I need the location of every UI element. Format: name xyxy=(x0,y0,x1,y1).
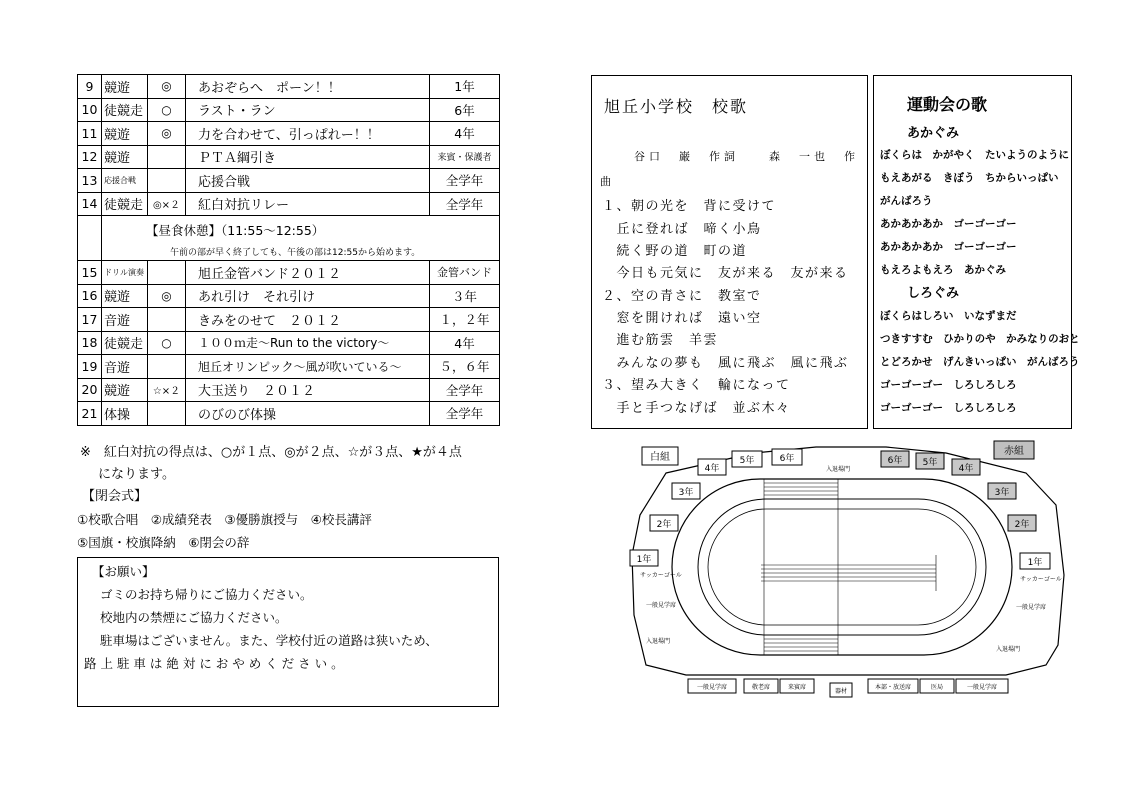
bottom-seat-label: 敬老席 xyxy=(751,684,771,691)
event-category: 競遊 xyxy=(102,145,148,169)
song-line: ぼくらは かがやく たいようのように xyxy=(880,149,1069,161)
entrance-left-label: 入退場門 xyxy=(646,638,671,645)
event-number: 14 xyxy=(78,192,102,216)
sports-song-box xyxy=(873,75,1080,429)
event-grade: １，２年 xyxy=(430,308,500,332)
song-line: あかあかあか ゴーゴーゴー xyxy=(880,241,1017,253)
event-grade: 来賓・保護者 xyxy=(430,145,500,169)
event-grade: ３年 xyxy=(430,284,500,308)
bottom-seat-label: 本部・放送席 xyxy=(874,684,912,691)
team-white-title: しろぐみ xyxy=(907,286,960,301)
grade-label: 6年 xyxy=(779,454,795,464)
guest-right-label: 一般見学席 xyxy=(1016,604,1047,611)
entrance-top-label: 入退場門 xyxy=(826,466,851,473)
program-table xyxy=(77,74,500,426)
track-inner xyxy=(698,499,986,635)
grade-label: 5年 xyxy=(922,458,938,468)
score-mark: ◎ xyxy=(148,75,186,99)
score-mark xyxy=(148,261,186,285)
event-grade: 全学年 xyxy=(430,192,500,216)
event-number: 11 xyxy=(78,122,102,146)
event-grade: 全学年 xyxy=(430,402,500,426)
bottom-seat-label: 医局 xyxy=(930,684,944,691)
request-box xyxy=(77,557,499,707)
guest-left-label: 一般見学席 xyxy=(646,602,677,609)
closing-items: ①校歌合唱 ②成績発表 ③優勝旗授与 ④校長講評 xyxy=(77,512,372,527)
song-line: 進む筋雲 羊雲 xyxy=(602,333,719,348)
track-outer xyxy=(672,479,1012,655)
center-box-label: 器材 xyxy=(834,688,848,695)
event-category: 競遊 xyxy=(102,122,148,146)
event-grade: 金管バンド xyxy=(430,261,500,285)
event-category: 応援合戦 xyxy=(102,169,148,193)
request-title: 【お願い】 xyxy=(92,564,155,579)
grade-label: 2年 xyxy=(1014,520,1030,530)
grade-label: 4年 xyxy=(958,464,974,474)
event-category: 音遊 xyxy=(102,308,148,332)
event-number: 13 xyxy=(78,169,102,193)
red-team-label: 赤組 xyxy=(1004,446,1024,457)
event-title: １００ｍ走～Run to the victory～ xyxy=(186,331,430,355)
grade-label: 3年 xyxy=(678,488,694,498)
soccer-goal-left: サッカーゴール xyxy=(640,572,682,579)
event-grade: 4年 xyxy=(430,122,500,146)
table-row xyxy=(78,402,500,426)
score-mark: ○ xyxy=(148,331,186,355)
event-number: 20 xyxy=(78,378,102,402)
event-category: 徒競走 xyxy=(102,192,148,216)
event-number: 12 xyxy=(78,145,102,169)
score-mark xyxy=(148,355,186,379)
event-grade: 1年 xyxy=(430,75,500,99)
score-mark xyxy=(148,308,186,332)
table-row xyxy=(78,378,500,402)
event-title: 旭丘オリンピック～風が吹いている～ xyxy=(186,355,430,379)
grade-label: 6年 xyxy=(887,456,903,466)
grade-label: 1年 xyxy=(1027,558,1043,568)
song-line: もえあがる きぼう ちからいっぱい xyxy=(880,172,1059,184)
song-line: 今日も元気に 友が来る 友が来る xyxy=(602,266,849,281)
scoring-line: になります。 xyxy=(98,467,175,482)
lunch-empty-cell xyxy=(78,216,102,261)
grade-label: 3年 xyxy=(994,488,1010,498)
score-mark: ◎ xyxy=(148,284,186,308)
table-row xyxy=(78,331,500,355)
song-line: あかあかあか ゴーゴーゴー xyxy=(880,218,1017,230)
event-grade: 4年 xyxy=(430,331,500,355)
table-row xyxy=(78,122,500,146)
event-grade: ５，６年 xyxy=(430,355,500,379)
song-line: 続く野の道 町の道 xyxy=(602,244,748,259)
table-row xyxy=(78,192,500,216)
table-row xyxy=(78,169,500,193)
team-red-title: あかぐみ xyxy=(907,126,960,141)
song-line: がんばろう xyxy=(880,195,933,207)
song-line: もえろよもえろ あかぐみ xyxy=(880,264,1006,276)
lunch-row xyxy=(78,216,500,261)
score-mark xyxy=(148,169,186,193)
event-category: 徒競走 xyxy=(102,331,148,355)
bottom-seat-label: 来賓席 xyxy=(787,684,807,691)
lane-lines xyxy=(761,479,936,655)
score-mark xyxy=(148,402,186,426)
grade-label: 5年 xyxy=(739,456,755,466)
event-title: ＰＴＡ綱引き xyxy=(186,145,430,169)
event-title: あれ引け それ引け xyxy=(186,284,430,308)
score-mark: ◎×２ xyxy=(148,192,186,216)
event-title: ラスト・ラン xyxy=(186,98,430,122)
song-line: ２、空の青さに 教室で xyxy=(602,289,762,304)
event-category: ドリル演奏 xyxy=(102,261,148,285)
event-category: 競遊 xyxy=(102,75,148,99)
song-authors: 谷口 巌 作詞 森 一也 作 xyxy=(634,150,859,163)
event-grade: 全学年 xyxy=(430,378,500,402)
event-number: 19 xyxy=(78,355,102,379)
school-song-title: 旭丘小学校 校歌 xyxy=(604,97,749,116)
soccer-goal-right: サッカーゴール xyxy=(1020,576,1062,583)
score-mark: ○ xyxy=(148,98,186,122)
field-boundary xyxy=(632,447,1064,675)
song-line: 窓を開ければ 遠い空 xyxy=(602,311,762,326)
event-title: 応援合戦 xyxy=(186,169,430,193)
event-category: 音遊 xyxy=(102,355,148,379)
event-title: 力を合わせて、引っぱれー！！ xyxy=(186,122,430,146)
field-map xyxy=(626,435,1069,717)
song-line: とどろかせ げんきいっぱい がんばろう xyxy=(880,356,1080,368)
table-row xyxy=(78,355,500,379)
request-line: 路 上 駐 車 は 絶 対 に お や め く だ さ い 。 xyxy=(84,656,344,671)
event-grade: 6年 xyxy=(430,98,500,122)
bottom-seat-label: 一般見学席 xyxy=(696,684,728,691)
closing-items: ⑤国旗・校旗降納 ⑥閉会の辞 xyxy=(77,535,250,550)
grade-label: 1年 xyxy=(636,555,652,565)
score-mark: ☆×２ xyxy=(148,378,186,402)
event-category: 競遊 xyxy=(102,284,148,308)
song-line: ゴーゴーゴー しろしろしろ xyxy=(880,402,1017,414)
event-number: 16 xyxy=(78,284,102,308)
table-row xyxy=(78,284,500,308)
event-category: 競遊 xyxy=(102,378,148,402)
event-title: きみをのせて ２０１２ xyxy=(186,308,430,332)
score-mark: ◎ xyxy=(148,122,186,146)
white-team-label: 白組 xyxy=(650,452,670,463)
table-row xyxy=(78,308,500,332)
request-line: 駐車場はございません。また、学校付近の道路は狭いため、 xyxy=(100,633,438,648)
song-line: つきすすむ ひかりのや かみなりのおと xyxy=(880,333,1080,345)
sports-song-title: 運動会の歌 xyxy=(907,95,988,114)
event-title: のびのび体操 xyxy=(186,402,430,426)
table-row xyxy=(78,261,500,285)
song-line: ぼくらはしろい いなずまだ xyxy=(880,310,1017,322)
table-row xyxy=(78,98,500,122)
event-number: 21 xyxy=(78,402,102,426)
entrance-right-label: 入退場門 xyxy=(996,646,1021,653)
event-title: 大玉送り ２０１２ xyxy=(186,378,430,402)
event-category: 体操 xyxy=(102,402,148,426)
song-line: 丘に登れば 啼く小鳥 xyxy=(602,222,762,237)
event-grade: 全学年 xyxy=(430,169,500,193)
grade-label: 4年 xyxy=(704,464,720,474)
song-authors-cont: 曲 xyxy=(600,175,611,188)
song-line: ３、望み大きく 輪になって xyxy=(602,378,791,393)
bottom-seat-label: 一般見学席 xyxy=(966,684,998,691)
song-line: ゴーゴーゴー しろしろしろ xyxy=(880,379,1017,391)
event-title: 旭丘金管バンド２０１２ xyxy=(186,261,430,285)
event-title: 紅白対抗リレー xyxy=(186,192,430,216)
song-line: みんなの夢も 風に飛ぶ 風に飛ぶ xyxy=(602,356,849,371)
request-line: 校地内の禁煙にご協力ください。 xyxy=(100,610,288,625)
event-title: あおぞらへ ポーン！！ xyxy=(186,75,430,99)
event-number: 18 xyxy=(78,331,102,355)
lunch-note: 午前の部が早く終了しても、午後の部は12:55から始めます。 xyxy=(170,247,421,258)
score-mark xyxy=(148,145,186,169)
scoring-line: ※ 紅白対抗の得点は、○が１点、◎が２点、☆が３点、★が４点 xyxy=(80,445,462,460)
song-line: １、朝の光を 背に受けて xyxy=(602,199,777,214)
lunch-cell xyxy=(102,216,500,261)
school-song-box xyxy=(591,75,868,429)
grade-label: 2年 xyxy=(656,520,672,530)
event-category: 徒競走 xyxy=(102,98,148,122)
event-number: 17 xyxy=(78,308,102,332)
scoring-note xyxy=(80,442,500,486)
closing-title: 【閉会式】 xyxy=(82,489,148,504)
lunch-title: 【昼食休憩】（11:55～12:55） xyxy=(146,222,325,238)
event-number: 15 xyxy=(78,261,102,285)
request-line: ゴミのお持ち帰りにご協力ください。 xyxy=(100,587,313,602)
table-row xyxy=(78,145,500,169)
event-number: 9 xyxy=(78,75,102,99)
event-number: 10 xyxy=(78,98,102,122)
song-line: 手と手つなげば 並ぶ木々 xyxy=(602,401,791,416)
table-row xyxy=(78,75,500,99)
